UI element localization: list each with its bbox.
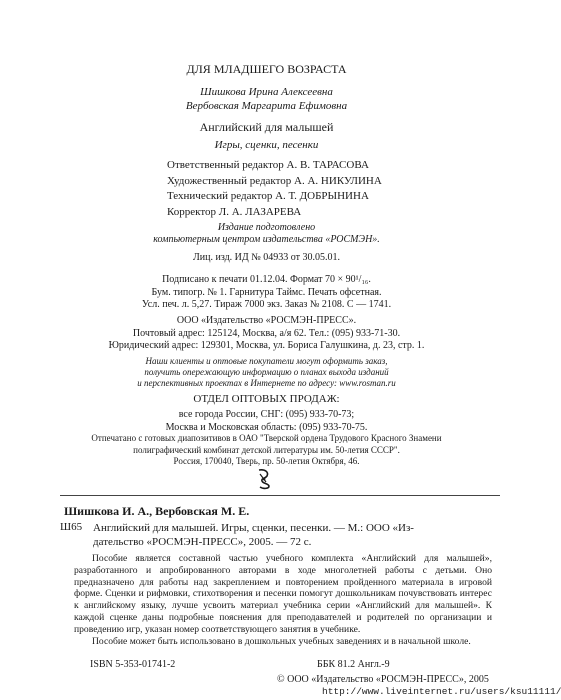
printed-info: Отпечатано с готовых диапозитивов в ОАО "Тверской ордена Трудового Красного Знамени полиграфический комбинат детской литературы им. 50-летия СССР". Россия, 170040, Тверь, пр. 50-летия Октября, 46. xyxy=(91,433,442,466)
clients-note: Наши клиенты и оптовые покупатели могут оформить заказ, получить опережающую информацию о планах выхода изданий и перспективных проектах в Интернете по адресу: www.rosman.ru xyxy=(137,356,396,388)
divider xyxy=(60,495,500,496)
editor-line: Технический редактор А. Т. ДОБРЫНИНА xyxy=(167,190,369,202)
publisher-logo-icon xyxy=(256,468,272,490)
editor-line: Корректор Л. А. ЛАЗАРЕВА xyxy=(167,205,302,218)
annotation-paragraph: Пособие может быть использовано в дошкольных учебных заведениях и в начальной школе. xyxy=(92,635,471,647)
editor-line: Ответственный редактор А. В. ТАРАСОВА xyxy=(167,159,369,171)
age-group: ДЛЯ МЛАДШЕГО ВОЗРАСТА xyxy=(186,62,347,76)
license-line: Лиц. изд. ИД № 04933 от 30.05.01. xyxy=(192,252,341,263)
catalog-authors: Шишкова И. А., Вербовская М. Е. xyxy=(64,504,250,518)
annotation xyxy=(74,553,492,647)
catalog-code: Ш65 xyxy=(60,521,83,533)
book-subtitle: Игры, сценки, песенки xyxy=(214,139,319,151)
print-info: Подписано к печати 01.12.04. Формат 70 × 90¹/₁₆. Бум. типогр. № 1. Гарнитура Таймс. Печать офсетная. Усл. печ. л. 5,27. Тираж 7000 экз. Заказ № 2108. С — 1741. xyxy=(141,274,392,310)
wholesale-heading: ОТДЕЛ ОПТОВЫХ ПРОДАЖ: xyxy=(193,393,340,405)
watermark-url: http://www.liveinternet.ru/users/ksu11111/ xyxy=(322,686,561,697)
editor-line: Художественный редактор А. А. НИКУЛИНА xyxy=(167,174,382,187)
copyright: © ООО «Издательство «РОСМЭН-ПРЕСС», 2005 xyxy=(277,674,489,685)
publisher-info: ООО «Издательство «РОСМЭН-ПРЕСС». Почтовый адрес: 125124, Москва, а/я 62. Тел.: (095) 933-71-30. Юридический адрес: 129301, Москва, ул. Бориса Галушкина, д. 23, стр. 1. xyxy=(108,315,425,351)
book-title: Английский для малышей xyxy=(199,120,334,134)
editors-block xyxy=(167,158,382,220)
author-2: Вербовская Маргарита Ефимовна xyxy=(185,100,348,112)
catalog-description: Английский для малышей. Игры, сценки, песенки. — М.: ООО «Из- дательство «РОСМЭН-ПРЕСС», 2005. — 72 с. xyxy=(93,522,414,548)
author-1: Шишкова Ирина Алексеевна xyxy=(200,86,333,98)
bbk: ББК 81.2 Англ.-9 xyxy=(317,659,390,670)
isbn: ISBN 5-353-01741-2 xyxy=(90,659,176,670)
annotation-paragraph: Пособие является составной частью учебного комплекта «Английский для малышей», разработанного и апробированного авторами в ходе многолетней работы с детьми. Оно предназначено для работы над закреплением и повторением пройденного материала в игровой форме. Сценки и рифмовки, стихотворения и песенки помогут дошкольникам почувствовать интерес к английскому языку, лучше усвоить материал учебника серии «Английский для малышей». К каждой сценке даны подробные пояснения для преподавателей и родителей по организации и проведению игр, указан номер соответствующего занятия в учебнике. xyxy=(74,553,492,635)
prepared-note: Издание подготовлено компьютерным центром издательства «РОСМЭН». xyxy=(153,222,380,245)
wholesale-lines: все города России, СНГ: (095) 933-70-73; Москва и Московская область: (095) 933-70-75. xyxy=(165,409,368,433)
